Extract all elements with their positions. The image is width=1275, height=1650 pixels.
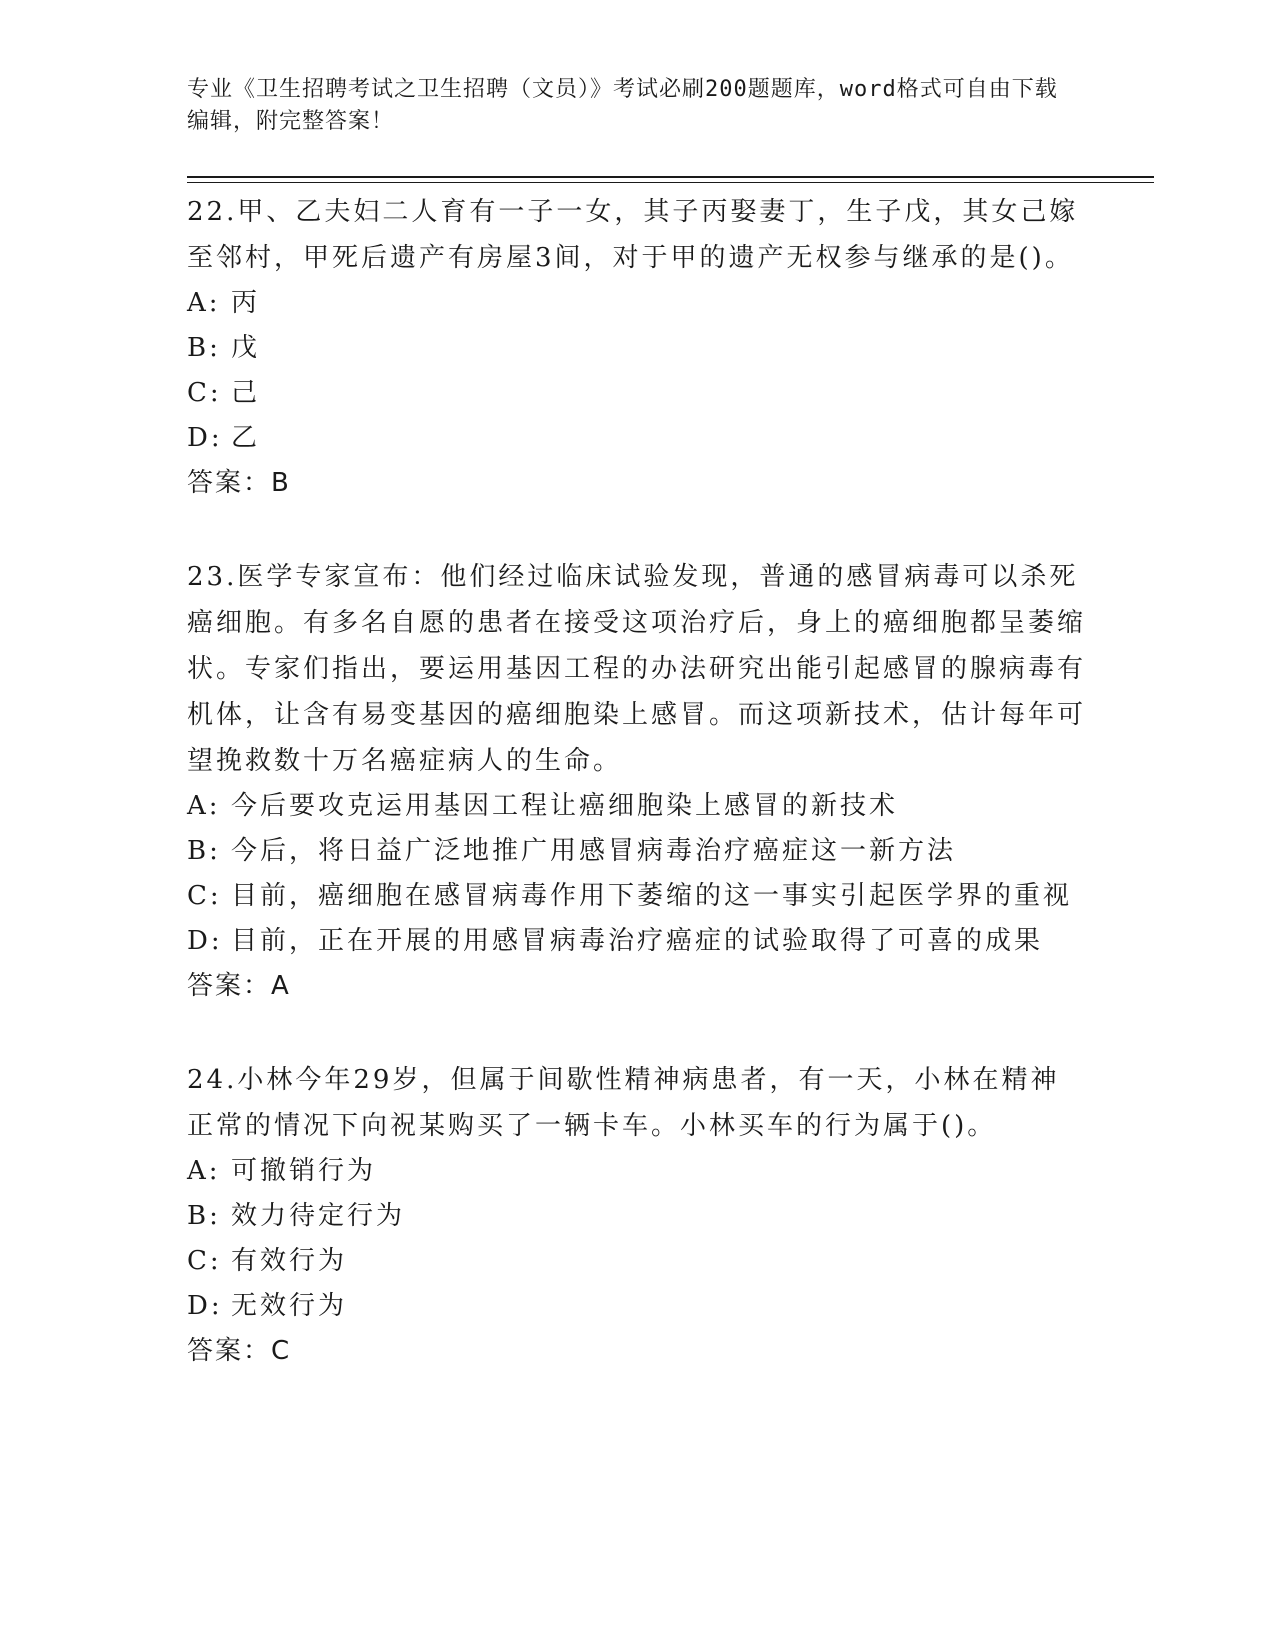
option-key: B: bbox=[187, 836, 221, 866]
option-text: 无效行为 bbox=[231, 1291, 348, 1321]
option-b bbox=[187, 326, 1087, 371]
answer-line: 答案：A bbox=[187, 971, 291, 1001]
option-a bbox=[187, 281, 1087, 326]
option-key: D: bbox=[187, 423, 223, 453]
option-key: C: bbox=[187, 378, 222, 408]
question-stem bbox=[187, 189, 1087, 281]
option-b bbox=[187, 829, 1087, 874]
option-text: 目前，正在开展的用感冒病毒治疗癌症的试验取得了可喜的成果 bbox=[231, 926, 1044, 956]
document-header bbox=[187, 74, 1067, 138]
option-key: B: bbox=[187, 333, 221, 363]
question-number: 24. bbox=[187, 1065, 238, 1095]
answer-line: 答案：B bbox=[187, 468, 291, 498]
option-c bbox=[187, 1239, 1087, 1284]
option-d bbox=[187, 416, 1087, 461]
option-key: B: bbox=[187, 1201, 221, 1231]
option-key: C: bbox=[187, 881, 222, 911]
option-d bbox=[187, 1284, 1087, 1329]
option-key: C: bbox=[187, 1246, 222, 1276]
option-text: 丙 bbox=[231, 288, 261, 318]
question-24 bbox=[187, 1057, 1087, 1374]
header-divider-thick bbox=[187, 176, 1154, 178]
option-c bbox=[187, 874, 1087, 919]
option-a bbox=[187, 1149, 1087, 1194]
option-key: A: bbox=[187, 288, 221, 318]
option-text: 可撤销行为 bbox=[231, 1156, 377, 1186]
option-d bbox=[187, 919, 1087, 964]
document-title: 专业《卫生招聘考试之卫生招聘（文员）》考试必刷200题题库，word格式可自由下载编辑，附完整答案！ bbox=[187, 77, 1058, 134]
option-text: 有效行为 bbox=[231, 1246, 348, 1276]
option-text: 今后，将日益广泛地推广用感冒病毒治疗癌症这一新方法 bbox=[231, 836, 957, 866]
option-text: 乙 bbox=[231, 423, 261, 453]
question-23 bbox=[187, 554, 1087, 1009]
question-stem bbox=[187, 1057, 1087, 1149]
question-list bbox=[187, 189, 1087, 1422]
option-text: 戊 bbox=[231, 333, 261, 363]
question-stem bbox=[187, 554, 1087, 784]
option-text: 效力待定行为 bbox=[231, 1201, 406, 1231]
option-a bbox=[187, 784, 1087, 829]
question-text: 小林今年29岁，但属于间歇性精神病患者，有一天，小林在精神正常的情况下向祝某购买了一辆卡车。小林买车的行为属于()。 bbox=[187, 1065, 1060, 1141]
option-text: 目前，癌细胞在感冒病毒作用下萎缩的这一事实引起医学界的重视 bbox=[231, 881, 1073, 911]
question-22 bbox=[187, 189, 1087, 506]
question-text: 甲、乙夫妇二人育有一子一女，其子丙娶妻丁，生子戊，其女己嫁至邻村，甲死后遗产有房屋3间，对于甲的遗产无权参与继承的是()。 bbox=[187, 197, 1079, 273]
question-text: 医学专家宣布：他们经过临床试验发现，普通的感冒病毒可以杀死癌细胞。有多名自愿的患者在接受这项治疗后，身上的癌细胞都呈萎缩状。专家们指出，要运用基因工程的办法研究出能引起感冒的腺病毒有机体，让含有易变基因的癌细胞染上感冒。而这项新技术，估计每年可望挽救数十万名癌症病人的生命。 bbox=[187, 562, 1087, 776]
option-c bbox=[187, 371, 1087, 416]
option-b bbox=[187, 1194, 1087, 1239]
option-key: A: bbox=[187, 791, 221, 821]
option-text: 己 bbox=[231, 378, 261, 408]
question-number: 23. bbox=[187, 562, 238, 592]
answer-line: 答案：C bbox=[187, 1336, 292, 1366]
option-key: D: bbox=[187, 926, 223, 956]
option-text: 今后要攻克运用基因工程让癌细胞染上感冒的新技术 bbox=[231, 791, 899, 821]
header-divider-thin bbox=[187, 182, 1154, 183]
option-key: D: bbox=[187, 1291, 223, 1321]
option-key: A: bbox=[187, 1156, 221, 1186]
question-number: 22. bbox=[187, 197, 238, 227]
